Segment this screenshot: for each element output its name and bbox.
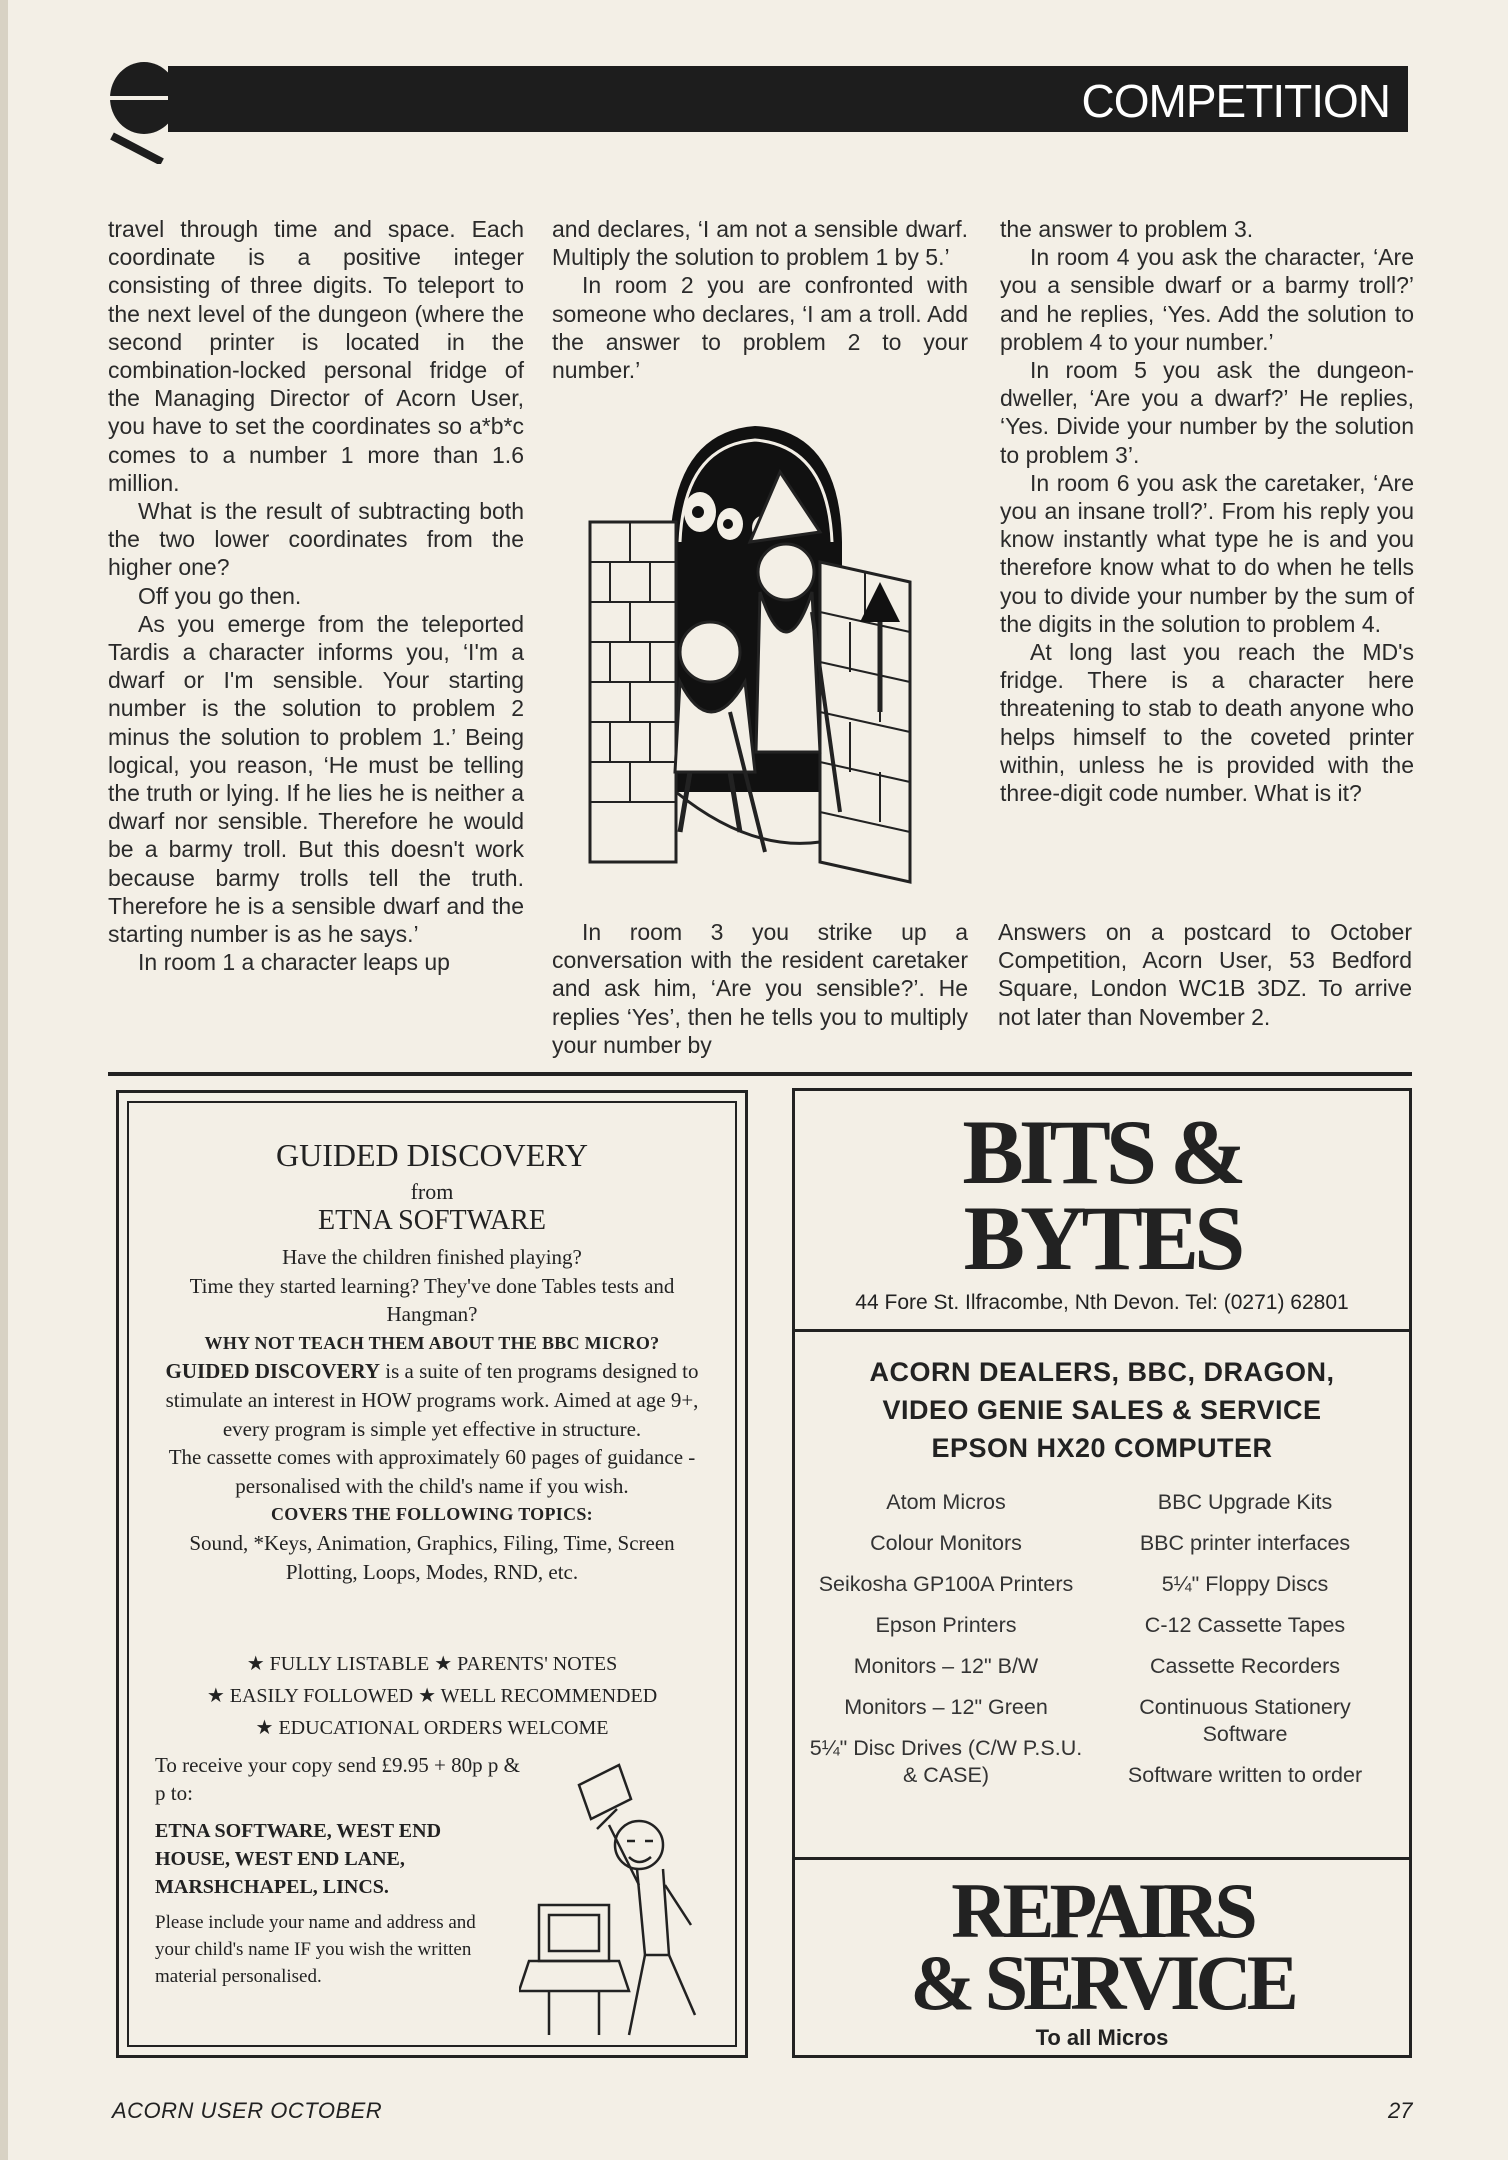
title-line: BITS & (962, 1101, 1242, 1203)
divider (108, 1072, 1412, 1076)
paragraph: travel through time and space. Each coordinate is a positive integer consisting of three digits. To teleport to the next level of the dungeon (where the second printer is located in the combination-locked personal fridge of the Managing Director of Acorn User, you have to set the coordinates so a*b*c comes to a number 1 more than 1.6 million. (108, 216, 524, 496)
product-list-left (801, 1489, 1091, 1803)
bits-and-bytes-advert (792, 1088, 1412, 2058)
paragraph: In room 5 you ask the dungeon-dweller, ‘Are you a dwarf?’ He replies, ‘Yes. Divide your number by the solution to problem 3’. (1000, 357, 1414, 468)
dealer-heading (795, 1353, 1409, 1467)
list-item: BBC printer interfaces (1139, 1531, 1351, 1555)
advert-title: GUIDED DISCOVERY (276, 1137, 588, 1173)
list-item: 5¼" Disc Drives (C/W P.S.U. & CASE) (809, 1736, 1083, 1787)
advert-company: ETNA SOFTWARE (318, 1205, 546, 1236)
list-item: BBC Upgrade Kits (1157, 1490, 1333, 1514)
advert-text: is a suite of ten programs designed to stimulate an interest in HOW programs work. Aimed at age 9+, every program is simple yet effective in structure. (165, 1359, 699, 1441)
article-column-3 (1000, 215, 1414, 807)
advert-topics: Sound, *Keys, Animation, Graphics, Filing, Time, Screen Plotting, Loops, Modes, RND, etc. (189, 1530, 675, 1584)
list-item: Monitors – 12" B/W (853, 1654, 1039, 1678)
heading-line: EPSON HX20 COMPUTER (931, 1433, 1273, 1463)
repairs-subheading: To all Micros (1035, 2025, 1169, 2050)
advert-inner-border (127, 1101, 737, 2047)
order-address: ETNA SOFTWARE, WEST END HOUSE, WEST END LANE, MARSHCHAPEL, LINCS. (155, 1820, 442, 1898)
title-line: BYTES (963, 1187, 1241, 1289)
article-column-2 (552, 215, 968, 384)
paragraph: Off you go then. (138, 582, 302, 609)
list-item: C-12 Cassette Tapes (1144, 1613, 1346, 1637)
list-item: Monitors – 12" Green (844, 1695, 1048, 1719)
advert-from: from (410, 1179, 454, 1204)
list-item: Continuous Stationery Software (1139, 1695, 1351, 1746)
section-title: COMPETITION (1081, 75, 1390, 127)
advert-caps-line: WHY NOT TEACH THEM ABOUT THE BBC MICRO? (204, 1332, 660, 1353)
divider (795, 1857, 1409, 1860)
list-item: Colour Monitors (870, 1531, 1022, 1555)
advert-paragraph: The cassette comes with approximately 60 pages of guidance - personalised with the child's name if you wish. (168, 1445, 696, 1498)
divider (795, 1329, 1409, 1332)
paragraph: In room 2 you are confronted with someone who declares, ‘I am a troll. Add the answer to problem 2 to your number.’ (552, 272, 968, 384)
paragraph: What is the result of subtracting both the two lower coordinates from the higher one? (108, 498, 524, 581)
repairs-line: & SERVICE (910, 1939, 1294, 2026)
article-column-2-continued: In room 3 you strike up a conversation with the resident caretaker and ask him, ‘Are you sensible?’. He replies ‘Yes’, then he tells you to multiply your number by (552, 919, 968, 1058)
feature-line: ★ EASILY FOLLOWED ★ WELL RECOMMENDED (206, 1685, 658, 1707)
paragraph: In room 1 a character leaps up (138, 949, 450, 976)
shop-address: 44 Fore St. Ilfracombe, Nth Devon. Tel: (0271) 62801 (855, 1291, 1349, 1314)
paragraph: As you emerge from the teleported Tardis a character informs you, ‘I'm a dwarf or I'm sensible. Your starting number is the solution to problem 2 minus the solution to problem 1.’ Being logical, you reason, ‘He must be telling the truth or lying. If he lies he is neither a dwarf nor sensible. Therefore he would be a barmy troll. But this doesn't work because barmy trolls tell the truth. Therefore he is a sensible dwarf and the starting number is as he says.’ (108, 610, 524, 948)
advert-title (795, 1101, 1409, 1289)
article-column-1 (108, 215, 524, 976)
list-item: Epson Printers (875, 1613, 1017, 1637)
paragraph: In room 4 you ask the character, ‘Are you a sensible dwarf or a barmy troll?’ and he replies, ‘Yes. Add the solution to problem 4 to your number.’ (1000, 244, 1414, 355)
feature-line: ★ EDUCATIONAL ORDERS WELCOME (255, 1717, 609, 1739)
list-item: Seikosha GP100A Printers (818, 1572, 1074, 1596)
page-edge (0, 0, 8, 2160)
advert-caps-line: COVERS THE FOLLOWING TOPICS: (271, 1504, 593, 1525)
header-bar (168, 66, 1408, 132)
product-list-right (1095, 1489, 1395, 1803)
list-item: Atom Micros (886, 1490, 1006, 1514)
repairs-line: REPAIRS (951, 1867, 1253, 1954)
repairs-heading (795, 1867, 1409, 2026)
heading-line: ACORN DEALERS, BBC, DRAGON, (869, 1357, 1335, 1387)
list-item: Cassette Recorders (1150, 1654, 1340, 1678)
advert-line: Have the children finished playing? (282, 1245, 582, 1269)
advert-body (159, 1243, 705, 1586)
feature-line: ★ FULLY LISTABLE ★ PARENTS' NOTES (246, 1653, 618, 1675)
advert-paragraph (159, 1357, 705, 1443)
heading-line: VIDEO GENIE SALES & SERVICE (882, 1395, 1322, 1425)
paragraph: At long last you reach the MD's fridge. There is a character here threatening to stab to death anyone who helps himself to the coveted printer within, unless he is provided with the three-digit code number. What is it? (1000, 639, 1414, 807)
guided-discovery-advert (116, 1090, 748, 2058)
dungeon-illustration (580, 412, 930, 902)
paragraph: the answer to problem 3. (1000, 216, 1254, 242)
computer-boy-clipart (519, 1745, 729, 2045)
paragraph: In room 6 you ask the caretaker, ‘Are you an insane troll?’. From his reply you know instantly what type he is and you therefore know what to do when he tells you to divide your number by the sum of the digits in the solution to problem 4. (1000, 469, 1414, 637)
paragraph: and declares, ‘I am not a sensible dwarf. Multiply the solution to problem 1 by 5.’ (552, 216, 968, 271)
list-item: Software written to order (1127, 1763, 1363, 1787)
product-name: GUIDED DISCOVERY (165, 1359, 381, 1384)
order-instructions: To receive your copy send £9.95 + 80p p & p to: (155, 1753, 520, 1805)
list-item: 5¼" Floppy Discs (1161, 1572, 1329, 1596)
entry-instructions: Answers on a postcard to October Competition, Acorn User, 53 Bedford Square, London WC1B 3DZ. To arrive not later than November 2. (998, 919, 1412, 1030)
page-number: 27 (1388, 2098, 1413, 2123)
footer-publication: ACORN USER OCTOBER (112, 2098, 383, 2123)
order-note: Please include your name and address and your child's name IF you wish the written material personalised. (155, 1912, 476, 1987)
advert-line: Time they started learning? They've done Tables tests and Hangman? (189, 1273, 675, 1327)
